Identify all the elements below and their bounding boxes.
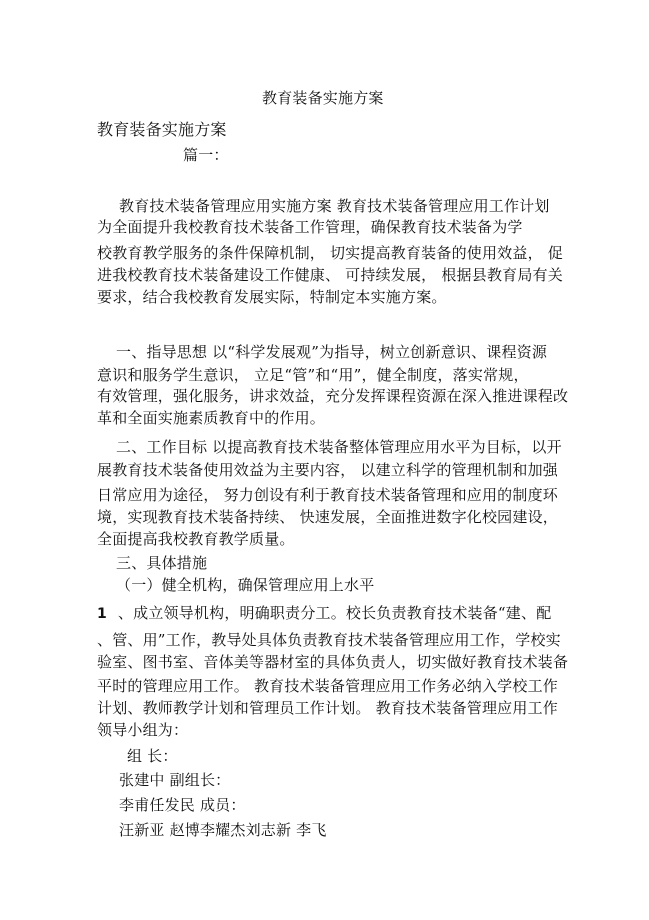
item1-line: 领导小组为： <box>97 721 189 739</box>
item1-number: 1 <box>97 606 107 622</box>
section2-line: 展教育技术装备使用效益为主要内容， 以建立科学的管理机制和加强 <box>97 461 558 479</box>
item1-line: 计划、教师教学计划和管理员工作计划。 教育技术装备管理应用工作 <box>97 699 558 717</box>
item1-line <box>97 603 551 624</box>
section3-subtitle: （一）健全机构，确保管理应用上水平 <box>116 576 375 594</box>
section2-line: 日常应用为途径， 努力创设有利于教育技术装备管理和应用的制度环 <box>97 486 558 504</box>
item1-line: 、管、用”工作，教导处具体负责教育技术装备管理应用工作，学校实 <box>97 631 561 649</box>
intro-line: 为全面提升我校教育技术装备工作管理，确保教育技术装备为学 <box>97 218 523 236</box>
item1-line: 平时的管理应用工作。 教育技术装备管理应用工作务必纳入学校工作 <box>97 677 558 695</box>
intro-line: 进我校教育技术装备建设工作健康、 可持续发展， 根据县教育局有关 <box>97 266 563 284</box>
section1-line: 一、指导思想 以“科学发展观”为指导，树立创新意识、课程资源 <box>116 343 548 361</box>
section3-title: 三、具体措施 <box>116 554 208 572</box>
leader-line: 张建中 副组长： <box>119 771 231 789</box>
part-label: 篇一： <box>183 146 229 164</box>
doc-title: 教育装备实施方案 <box>262 89 384 107</box>
section1-line: 革和全面实施素质教育中的作用。 <box>97 409 326 427</box>
section2-line: 境，实现教育技术装备持续、 快速发展，全面推进数字化校园建设， <box>97 508 558 526</box>
intro-line: 教育技术装备管理应用实施方案 教育技术装备管理应用工作计划 <box>119 197 550 215</box>
intro-line: 校教育教学服务的条件保障机制， 切实提高教育装备的使用效益， 促 <box>97 244 563 262</box>
item1-text: 、成立领导机构，明确职责分工。校长负责教育技术装备“建、配 <box>117 604 552 622</box>
leader-line: 李甫任发民 成员： <box>119 796 246 814</box>
section2-line: 全面提高我校教育教学质量。 <box>97 530 295 548</box>
section1-line: 有效管理，强化服务，讲求效益，充分发挥课程资源在深入推进课程改 <box>97 387 569 405</box>
item1-line: 验室、图书室、音体美等器材室的具体负责人，切实做好教育技术装备 <box>97 653 569 671</box>
section1-line: 意识和服务学生意识， 立足“管”和“用”，健全制度，落实常规， <box>97 366 529 384</box>
leader-line: 汪新亚 赵博李耀杰刘志新 李飞 <box>119 821 327 839</box>
intro-line: 要求，结合我校教育发展实际，特制定本实施方案。 <box>97 288 447 306</box>
section2-line: 二、工作目标 以提高教育技术装备整体管理应用水平为目标，以开 <box>116 438 562 456</box>
doc-subtitle: 教育装备实施方案 <box>97 120 227 139</box>
leader-line: 组 长： <box>127 747 178 765</box>
